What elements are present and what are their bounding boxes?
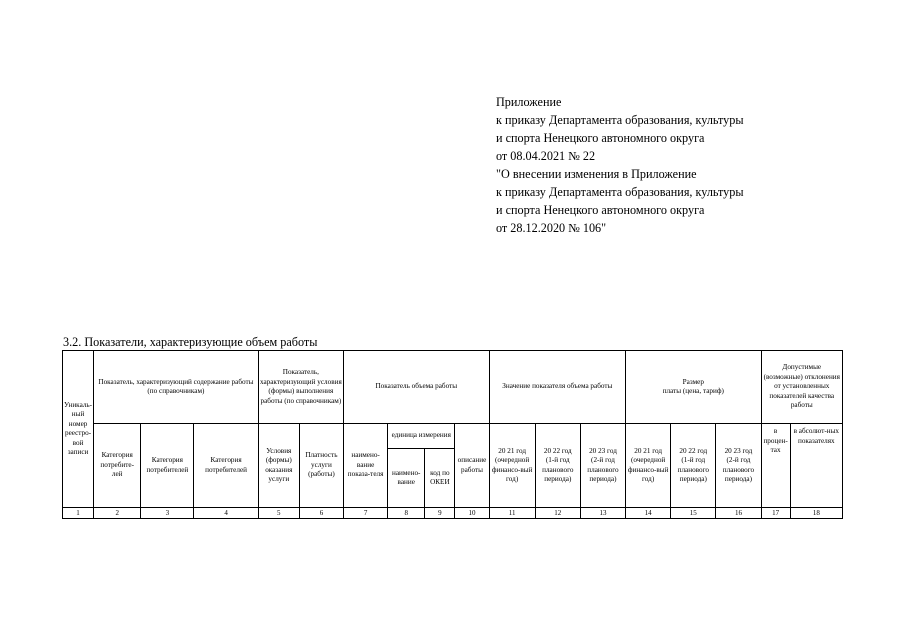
column-number: 7 (344, 508, 388, 519)
header-value-year-1: 20 21 год (очередной финансо-вый год) (489, 424, 535, 508)
column-number: 15 (671, 508, 716, 519)
appendix-header (496, 93, 826, 237)
header-registry-number: Уникаль- ный номер реестро- вой записи (63, 351, 94, 508)
header-okei-code: код по ОКЕИ (425, 449, 455, 508)
column-number: 14 (626, 508, 671, 519)
header-allowed-deviation: Допустимые (возможные) отклонения от установленных показателей качества работы (761, 351, 842, 424)
work-volume-table (62, 350, 843, 519)
header-value-year-2: 20 22 год (1-й год планового периода) (535, 424, 580, 508)
header-consumer-category-1: Категория потребите-лей (94, 424, 141, 508)
header-volume-indicator: Показатель объема работы (344, 351, 490, 424)
column-number: 5 (258, 508, 299, 519)
header-unit-name: наимено-вание (388, 449, 425, 508)
header-deviation-absolute: в абсолют-ных показателях (790, 424, 842, 508)
header-conditions-indicator: Показатель, характеризующий условия (формы) выполнения работы (по справочникам) (258, 351, 343, 424)
header-fee-size: Размер платы (цена, тариф) (626, 351, 761, 424)
header-volume-value: Значение показателя объема работы (489, 351, 626, 424)
column-number: 10 (455, 508, 489, 519)
column-number: 8 (388, 508, 425, 519)
header-indicator-name: наимено-вание показа-теля (344, 424, 388, 508)
header-unit: единица измерения (388, 424, 455, 449)
header-fee-year-3: 20 23 год (2-й год планового периода) (716, 424, 761, 508)
appendix-line: и спорта Ненецкого автономного округа (496, 131, 705, 145)
column-number: 18 (790, 508, 842, 519)
column-number: 13 (580, 508, 625, 519)
header-service-paid: Платность услуги (работы) (299, 424, 343, 508)
appendix-line: к приказу Департамента образования, культуры (496, 113, 744, 127)
appendix-line: от 08.04.2021 № 22 (496, 149, 596, 163)
column-number: 11 (489, 508, 535, 519)
header-consumer-category-3: Категория потребителей (194, 424, 258, 508)
header-deviation-percent: в процен-тах (761, 424, 790, 508)
header-fee-year-1: 20 21 год (очередной финансо-вый год) (626, 424, 671, 508)
column-number: 4 (194, 508, 258, 519)
appendix-line: Приложение (496, 95, 562, 109)
header-service-form: Условия (формы) оказания услуги (258, 424, 299, 508)
appendix-line: к приказу Департамента образования, культуры (496, 185, 744, 199)
column-number: 3 (141, 508, 194, 519)
header-fee-year-2: 20 22 год (1-й год планового периода) (671, 424, 716, 508)
column-number: 2 (94, 508, 141, 519)
column-number: 17 (761, 508, 790, 519)
section-title: 3.2. Показатели, характеризующие объем работы (63, 335, 318, 349)
column-number: 9 (425, 508, 455, 519)
header-consumer-category-2: Категория потребителей (141, 424, 194, 508)
appendix-line: "О внесении изменения в Приложение (496, 167, 697, 181)
header-work-description: описание работы (455, 424, 489, 508)
header-value-year-3: 20 23 год (2-й год планового периода) (580, 424, 625, 508)
header-content-indicator: Показатель, характеризующий содержание работы (по справочникам) (94, 351, 259, 424)
appendix-line: от 28.12.2020 № 106" (496, 221, 607, 235)
column-number: 1 (63, 508, 94, 519)
column-numbers-row (63, 508, 843, 519)
column-number: 16 (716, 508, 761, 519)
column-number: 12 (535, 508, 580, 519)
column-number: 6 (299, 508, 343, 519)
appendix-line: и спорта Ненецкого автономного округа (496, 203, 705, 217)
